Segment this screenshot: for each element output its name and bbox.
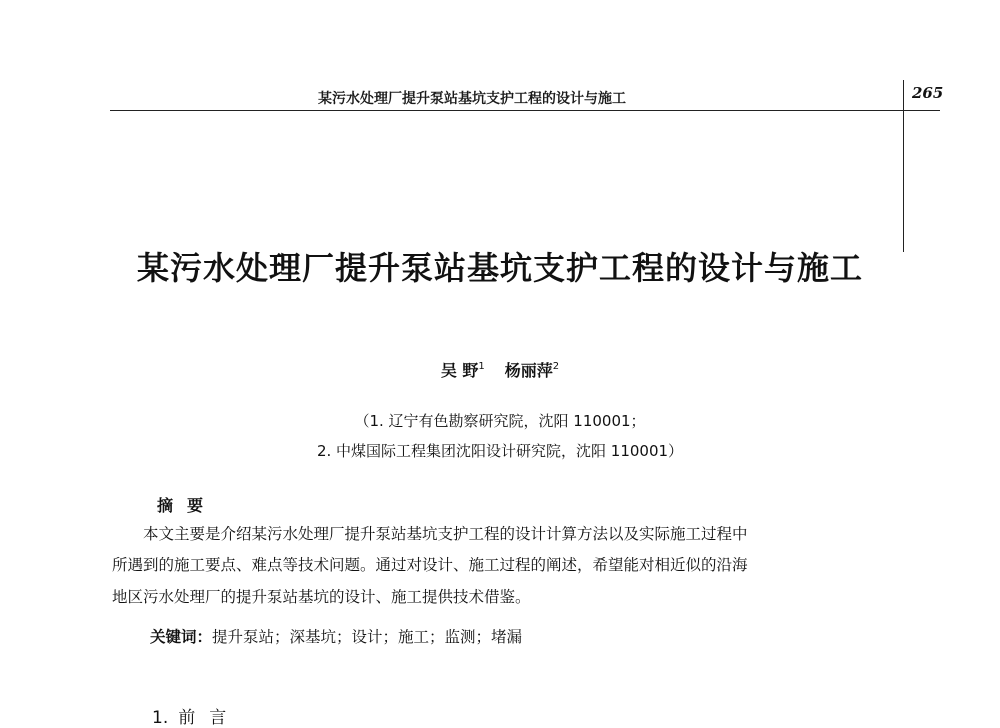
abstract-line: 地区污水处理厂的提升泵站基坑的设计、施工提供技术借鉴。	[112, 588, 531, 606]
abstract-line: 所遇到的施工要点、难点等技术问题。通过对设计、施工过程的阐述，希望能对相近似的沿海	[112, 556, 748, 574]
author-affil-mark: 2	[552, 361, 560, 372]
author-line	[0, 358, 1000, 381]
section-title: 前言	[178, 708, 241, 728]
abstract-line: 本文主要是介绍某污水处理厂提升泵站基坑支护工程的设计计算方法以及实际施工过程中	[143, 525, 748, 543]
section-number: 1.	[152, 708, 169, 728]
paper-title: 某污水处理厂提升泵站基坑支护工程的设计与施工	[136, 249, 863, 287]
keywords-text: 提升泵站；深基坑；设计；施工；监测；堵漏	[212, 628, 523, 646]
author-name: 杨丽萍	[504, 361, 553, 380]
abstract-heading: 摘要	[157, 496, 218, 515]
page-number: 265	[912, 84, 944, 102]
keywords-label: 关键词：	[150, 628, 213, 646]
running-head-title: 某污水处理厂提升泵站基坑支护工程的设计与施工	[318, 91, 626, 107]
affiliation-line: 2. 中煤国际工程集团沈阳设计研究院，沈阳 110001）	[316, 442, 684, 460]
keywords-line	[150, 625, 522, 647]
header-rule	[110, 110, 940, 111]
affiliation-line: （1. 辽宁有色勘察研究院，沈阳 110001；	[354, 412, 646, 430]
author-affil-mark: 1	[478, 361, 485, 372]
margin-rule	[903, 80, 904, 252]
author-name: 吴 野	[440, 361, 479, 380]
section-heading	[152, 703, 240, 728]
